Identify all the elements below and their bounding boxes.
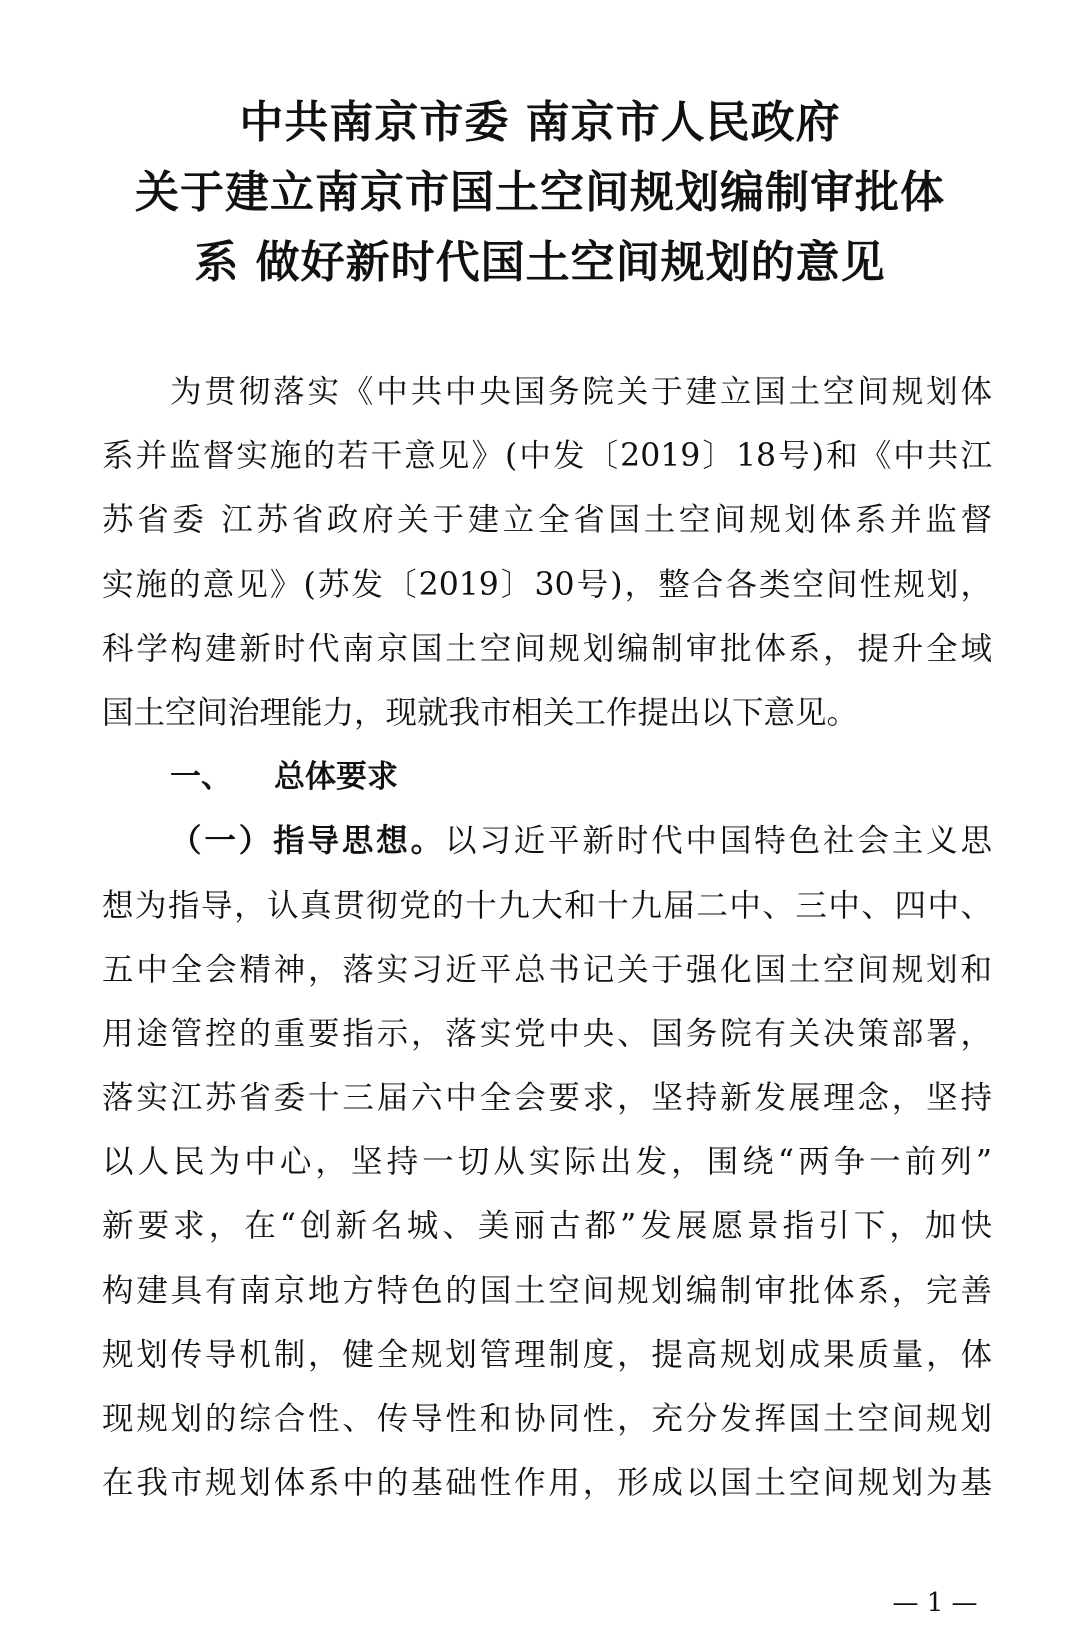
intro-line: 国土空间治理能力，现就我市相关工作提出以下意见。 bbox=[102, 694, 859, 731]
page-number: — 1 — bbox=[892, 1588, 978, 1618]
subsection-line: 在我市规划体系中的基础性作用，形成以国土空间规划为基 bbox=[102, 1465, 992, 1502]
intro-line: 科学构建新时代南京国土空间规划编制审批体系，提升全域 bbox=[102, 630, 992, 667]
intro-line: 苏省委 江苏省政府关于建立全省国土空间规划体系并监督 bbox=[102, 502, 992, 539]
subsection-first-line bbox=[102, 809, 992, 873]
section-heading bbox=[102, 745, 992, 809]
subsection-line: 规划传导机制，健全规划管理制度，提高规划成果质量，体 bbox=[102, 1336, 992, 1373]
document-title-line-2: 关于建立南京市国土空间规划编制审批体 bbox=[135, 167, 945, 218]
subsection-paragraph bbox=[102, 809, 992, 1515]
subsection-line: 想为指导，认真贯彻党的十九大和十九届二中、三中、四中、 bbox=[102, 887, 992, 924]
intro-line: 实施的意见》(苏发〔2019〕30号)，整合各类空间性规划， bbox=[102, 566, 992, 603]
section-title: 总体要求 bbox=[274, 759, 398, 796]
subsection-heading: （一）指导思想。 bbox=[170, 823, 445, 860]
subsection-line: 新要求，在“创新名城、美丽古都”发展愿景指引下，加快 bbox=[102, 1208, 992, 1245]
section-number: 一、 bbox=[170, 759, 232, 796]
subsection-first-line-text: 以习近平新时代中国特色社会主义思 bbox=[444, 823, 992, 860]
document-title-line-3: 系 做好新时代国土空间规划的意见 bbox=[194, 237, 886, 288]
subsection-line: 落实江苏省委十三届六中全会要求，坚持新发展理念，坚持 bbox=[102, 1080, 992, 1117]
intro-paragraph bbox=[102, 360, 992, 745]
document-body bbox=[102, 360, 992, 1515]
subsection-line: 以人民为中心，坚持一切从实际出发，围绕“两争一前列” bbox=[102, 1144, 992, 1181]
subsection-line: 五中全会精神，落实习近平总书记关于强化国土空间规划和 bbox=[102, 951, 992, 988]
intro-line: 为贯彻落实《中共中央国务院关于建立国土空间规划体 bbox=[170, 374, 992, 410]
document-title-line-1: 中共南京市委 南京市人民政府 bbox=[239, 97, 841, 148]
subsection-line: 构建具有南京地方特色的国土空间规划编制审批体系，完善 bbox=[102, 1272, 992, 1309]
subsection-line: 用途管控的重要指示，落实党中央、国务院有关决策部署， bbox=[102, 1015, 992, 1052]
intro-line: 系并监督实施的若干意见》(中发〔2019〕18号)和《中共江 bbox=[102, 438, 992, 475]
subsection-line: 现规划的综合性、传导性和协同性，充分发挥国土空间规划 bbox=[102, 1401, 992, 1437]
